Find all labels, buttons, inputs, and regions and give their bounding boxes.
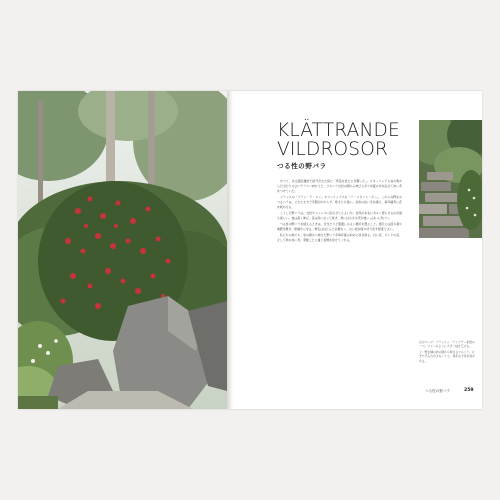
body-paragraph: つる性の野バラを植えるときは、日当たりと風通しのよい場所を選ぶこと。根元には落ち葉や堆肥を敷き、乾燥から守る。剪定はほとんど必要なく、古い枝を時々切り戻す程度でよい。 (277, 221, 402, 231)
book-spread (18, 91, 482, 409)
body-paragraph: 私たちの庭でも、岩の間から伸びた野バラが毎年夏の初めに咲き誇る。白い花、ピンクの花、そして秋の赤い実。季節ごとに違う表情を見せてくれる。 (277, 232, 402, 242)
right-page (233, 91, 482, 409)
running-footer: つる性の野バラ (425, 389, 451, 393)
chapter-subtitle: つる性の野バラ (277, 162, 327, 170)
rose-garden-photo (18, 91, 227, 409)
stone-wall-photo (419, 120, 482, 238)
title-line-1: KLÄTTRANDE (277, 120, 400, 141)
photo-caption (419, 340, 477, 364)
title-line-2: VILDROSOR (277, 139, 389, 160)
caption-paragraph: 上：野生種の岩の間から伸びるツルバラ。丈夫で手入れが少なくても、毎年必ず花を咲かせる。 (419, 350, 475, 363)
body-paragraph: こうした野バラは、支柱やフェンスに沿わせてもよいが、自然のままに木々へ登らせるのが最も美しい。枝は高く伸び、花は房になって咲き、秋には小さな実が枝いっぱいに色づく。 (277, 210, 402, 220)
body-text (277, 179, 402, 379)
body-paragraph: フランスの「ブラン・ド・ロン」やフィリップスの「ラ・スタンス・ポー」。これらの野生のつるバラは、どれも丈夫で手間がかからず、寒さにも強い。北欧の長い冬を越え、毎年確実に花を咲かせる。 (277, 194, 402, 209)
page-number: 259 (464, 388, 474, 393)
chapter-title (277, 121, 417, 159)
body-paragraph: かつて、ある園芸雑誌で紹介された庭に「育苗を見たとき驚いた」。スキーリンドル谷の奥から日当たりのよいテラスへ向かうと、ツルバラが岩の間から伸び上がり初夏の光を浴びて赤い実をつけていた。 (277, 179, 402, 193)
caption-paragraph: 左のページ：ブラッシュ・ランブラー系統の一つ。ツリーのように大きく枝を広げる。 (419, 340, 475, 349)
